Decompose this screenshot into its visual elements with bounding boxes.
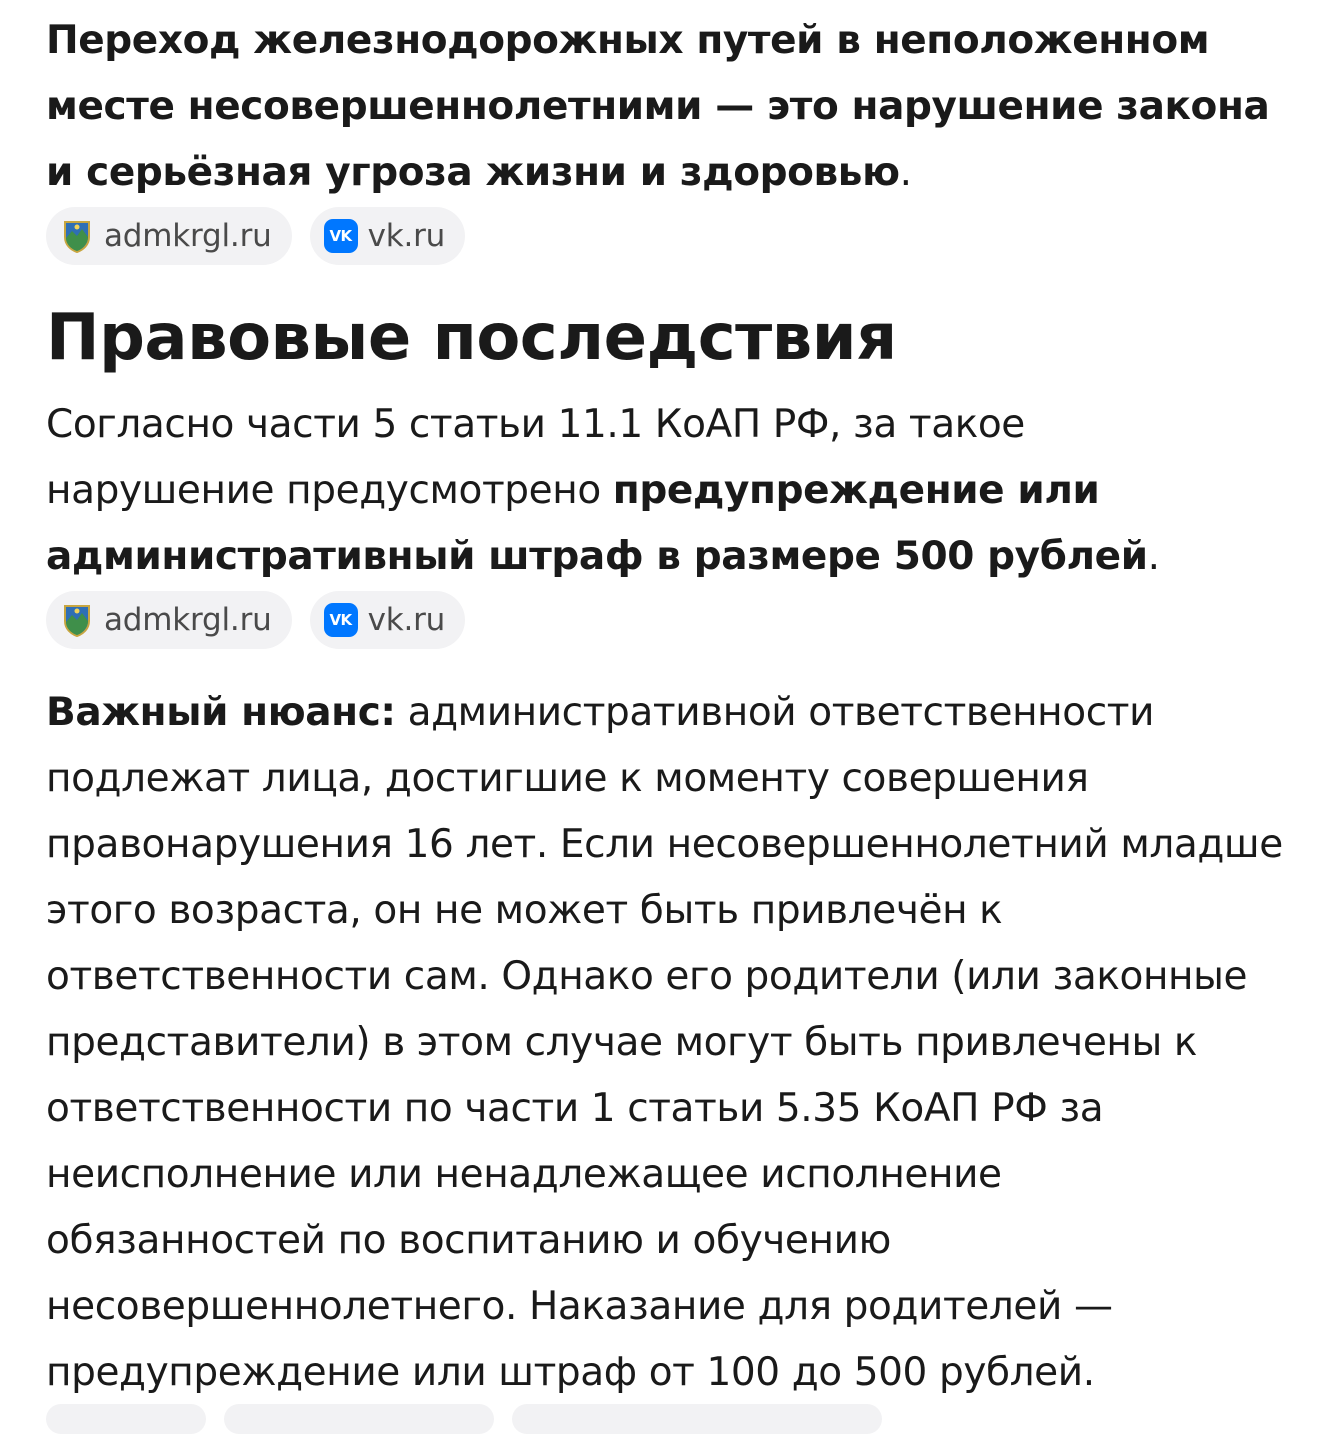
source-chip-cut-off[interactable] xyxy=(46,1404,206,1434)
nuance-bold-label: Важный нюанс: xyxy=(46,690,396,735)
source-chip-vk[interactable] xyxy=(310,207,466,265)
source-chip-cut-off[interactable] xyxy=(512,1404,882,1434)
source-chip-label: admkrgl.ru xyxy=(104,602,272,638)
vk-logo-text: VK xyxy=(324,219,358,253)
sources-row xyxy=(46,207,465,267)
source-chip-label: admkrgl.ru xyxy=(104,218,272,254)
legal-period: . xyxy=(1147,534,1160,579)
legal-text: Согласно части 5 статьи 11.1 КоАП РФ, за такое нарушение предусмотрено xyxy=(46,402,1025,513)
section-heading: Правовые последствия xyxy=(46,301,897,375)
nuance-paragraph xyxy=(46,680,1286,1406)
nuance-text: административной ответственности подлежат лица, достигшие к моменту совершения правонарушения 16 лет. Если несовершеннолетний младше этого возраста, он не может быть привлечён к ответственности сам. Однако его родители (или законные представители) в этом случае могут быть привлечены к ответственности по части 1 статьи 5.35 КоАП РФ за неисполнение или ненадлежащее исполнение обязанностей по воспитанию и обучению несовершеннолетнего. Наказание для родителей — предупреждение или штраф от 100 до 500 рублей. xyxy=(46,690,1283,1395)
legal-paragraph xyxy=(46,392,1246,590)
intro-period: . xyxy=(899,150,912,195)
source-chip-label: vk.ru xyxy=(367,602,446,638)
admkrgl-coat-of-arms-icon xyxy=(60,219,94,253)
source-chip-admkrgl[interactable] xyxy=(46,207,292,265)
vk-logo-text: VK xyxy=(324,603,358,637)
admkrgl-coat-of-arms-icon xyxy=(60,603,94,637)
vk-icon xyxy=(324,219,358,253)
sources-row-partial xyxy=(46,1404,882,1434)
source-chip-admkrgl[interactable] xyxy=(46,591,292,649)
legal-bold-text: предупреждение или административный штраф в размере 500 рублей xyxy=(46,468,1148,579)
intro-paragraph xyxy=(46,8,1276,206)
source-chip-label: vk.ru xyxy=(367,218,446,254)
source-chip-cut-off[interactable] xyxy=(224,1404,494,1434)
sources-row xyxy=(46,591,465,651)
vk-icon xyxy=(324,603,358,637)
intro-text: Переход железнодорожных путей в неположенном месте несовершеннолетними — это нарушение закона и серьёзная угроза жизни и здоровью xyxy=(46,18,1270,195)
source-chip-vk[interactable] xyxy=(310,591,466,649)
